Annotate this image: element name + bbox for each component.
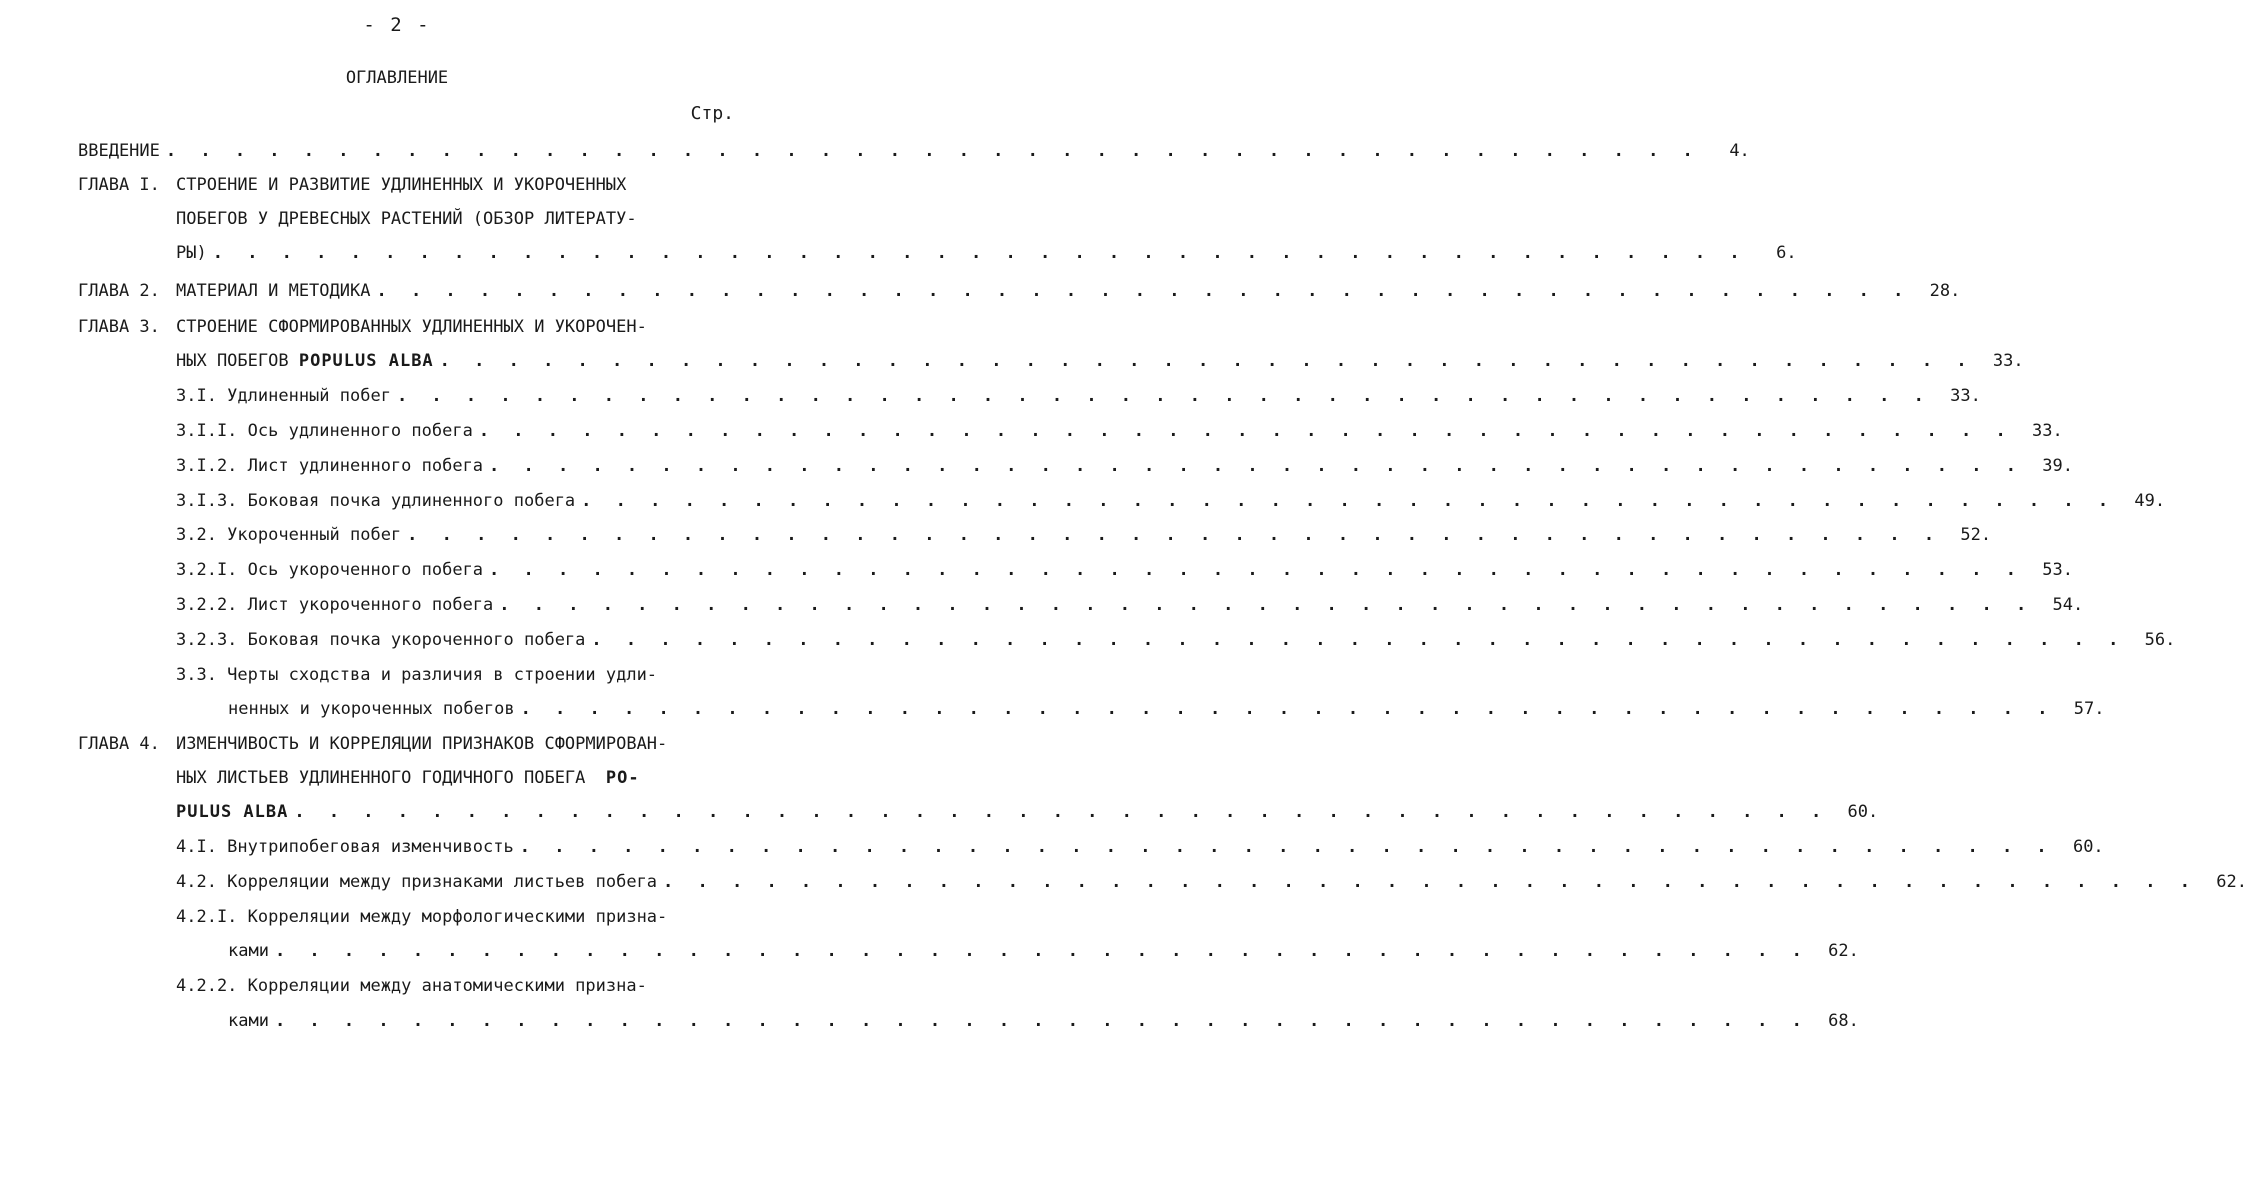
toc-entry-text: 3.I.3. Боковая почка удлиненного побега — [176, 491, 576, 511]
toc-entry-text: 4.2.I. Корреляции между морфологическими призна- — [176, 907, 668, 927]
toc-entry-text: 3.I. Удлиненный побег — [176, 386, 391, 406]
leader-dots: . . . . . . . . . . . . . . . . . . . . . . . . . . . . . . . . . . . . . . . . . . . . . — [439, 351, 1974, 371]
leader-dots: . . . . . . . . . . . . . . . . . . . . . . . . . . . . . . . . . . . . . . . . . . . . . — [489, 560, 2023, 580]
toc-entry — [176, 592, 2084, 618]
leader-dots: . . . . . . . . . . . . . . . . . . . . . . . . . . . . . . . . . . . . . . . . . . . . . — [274, 941, 1809, 961]
toc-entry-text: 3.3. Черты сходства и различия в строении удли- — [176, 665, 658, 685]
toc-entry-page: 33. — [2032, 421, 2063, 441]
latin-name: POPULUS ALBA — [298, 351, 434, 371]
toc-entry-text: 4.2.2. Корреляции между анатомическими призна- — [176, 976, 647, 996]
toc-entry — [176, 240, 1797, 266]
toc-entry-text: ненных и укороченных побегов — [228, 699, 515, 719]
toc-entry-text: НЫХ ПОБЕГОВ — [176, 351, 289, 371]
leader-dots: . . . . . . . . . . . . . . . . . . . . . . . . . . . . . . . . . . . . . . . . . . . . . — [212, 243, 1747, 263]
toc-entry-page: 33. — [1992, 351, 2024, 371]
leader-dots: . . . . . . . . . . . . . . . . . . . . . . . . . . . . . . . . . . . . . . . . . . . . . — [396, 386, 1931, 406]
toc-chapter-1-label: ГЛАВА I. — [78, 175, 160, 195]
toc-title: ОГЛАВЛЕНИЕ — [345, 68, 449, 88]
toc-entry — [228, 696, 2105, 722]
toc-entry-text: НЫХ ЛИСТЬЕВ УДЛИНЕННОГО ГОДИЧНОГО ПОБЕГА — [176, 768, 586, 788]
leader-dots: . . . . . . . . . . . . . . . . . . . . . . . . . . . . . . . . . . . . . . . . . . . . . — [591, 630, 2126, 650]
leader-dots: . . . . . . . . . . . . . . . . . . . . . . . . . . . . . . . . . . . . . . . . . . . . . — [519, 837, 2054, 857]
toc-entry-text: 3.2.3. Боковая почка укороченного побега — [176, 630, 586, 650]
toc-entry-page: 54. — [2052, 595, 2084, 615]
leader-dots: . . . . . . . . . . . . . . . . . . . . . . . . . . . . . . . . . . . . . . . . . . . . . — [499, 595, 2034, 615]
toc-entry-text: ИЗМЕНЧИВОСТЬ И КОРРЕЛЯЦИИ ПРИЗНАКОВ СФОРМИРОВАН- — [176, 734, 668, 754]
leader-dots: . . . . . . . . . . . . . . . . . . . . . . . . . . . . . . . . . . . . . . . . . . . . . — [581, 491, 2116, 511]
leader-dots: . . . . . . . . . . . . . . . . . . . . . . . . . . . . . . . . . . . . . . . . . . . . . — [478, 421, 2013, 441]
toc-chapter-2-label: ГЛАВА 2. — [78, 281, 160, 301]
toc-entry-text: ками — [228, 1011, 269, 1031]
toc-entry — [176, 522, 1992, 548]
toc-entry-text: ПОБЕГОВ У ДРЕВЕСНЫХ РАСТЕНИЙ (ОБЗОР ЛИТЕРАТУ- — [176, 209, 637, 229]
toc-entry-page: 53. — [2042, 560, 2073, 580]
toc-entry-page: 49. — [2134, 491, 2166, 511]
toc-entry — [176, 799, 1879, 825]
toc-entry-text: 3.2.2. Лист укороченного побега — [176, 595, 494, 615]
toc-entry-page: 33. — [1950, 386, 1981, 406]
toc-entry-text: РЫ) — [176, 243, 207, 263]
toc-entry — [228, 938, 1859, 964]
toc-entry-page: 52. — [1960, 525, 1992, 545]
toc-entry-text: 4.2. Корреляции между признаками листьев побега — [176, 872, 658, 892]
toc-entry-introduction — [78, 138, 1750, 164]
leader-dots: . . . . . . . . . . . . . . . . . . . . . . . . . . . . . . . . . . . . . . . . . . . . . — [165, 141, 1700, 161]
latin-name: PULUS ALBA — [176, 802, 289, 822]
toc-entry — [176, 488, 2166, 514]
leader-dots: . . . . . . . . . . . . . . . . . . . . . . . . . . . . . . . . . . . . . . . . . . . . . — [274, 1011, 1809, 1031]
toc-entry-page: 60. — [1847, 802, 1879, 822]
toc-entry-text: МАТЕРИАЛ И МЕТОДИКА — [176, 281, 371, 301]
toc-entry-page: 60. — [2072, 837, 2104, 857]
toc-entry-page: 56. — [2144, 630, 2176, 650]
toc-chapter-4-label: ГЛАВА 4. — [78, 734, 160, 754]
toc-entry-text: ВВЕДЕНИЕ — [78, 141, 160, 161]
toc-entry-page: 62. — [2216, 872, 2247, 892]
toc-entry-text: СТРОЕНИЕ СФОРМИРОВАННЫХ УДЛИНЕННЫХ И УКОРОЧЕН- — [176, 317, 647, 337]
toc-entry-page: 68. — [1828, 1011, 1859, 1031]
latin-name: PO- — [605, 768, 640, 788]
toc-entry-page: 4. — [1729, 141, 1750, 161]
leader-dots: . . . . . . . . . . . . . . . . . . . . . . . . . . . . . . . . . . . . . . . . . . . . . — [294, 802, 1829, 822]
toc-entry-text: 3.I.2. Лист удлиненного побега — [176, 456, 484, 476]
toc-entry-text: 4.I. Внутрипобеговая изменчивость — [176, 837, 514, 857]
toc-entry-text: ками — [228, 941, 269, 961]
toc-entry-page: 62. — [1828, 941, 1859, 961]
toc-entry-text: 3.2. Укороченный побег — [176, 525, 402, 545]
toc-entry-text: 3.2.I. Ось укороченного побега — [176, 560, 484, 580]
leader-dots: . . . . . . . . . . . . . . . . . . . . . . . . . . . . . . . . . . . . . . . . . . . . . — [489, 456, 2023, 476]
toc-entry — [176, 418, 2063, 444]
leader-dots: . . . . . . . . . . . . . . . . . . . . . . . . . . . . . . . . . . . . . . . . . . . . . — [407, 525, 1942, 545]
toc-entry-page: 57. — [2073, 699, 2105, 719]
toc-entry-text: 3.I.I. Ось удлиненного побега — [176, 421, 473, 441]
toc-entry — [176, 348, 2024, 374]
toc-chapter-3-label: ГЛАВА 3. — [78, 317, 160, 337]
toc-entry — [176, 383, 1981, 409]
page-column-header: Стр. — [690, 103, 734, 124]
toc-entry-text: СТРОЕНИЕ И РАЗВИТИЕ УДЛИНЕННЫХ И УКОРОЧЕННЫХ — [176, 175, 627, 195]
leader-dots: . . . . . . . . . . . . . . . . . . . . . . . . . . . . . . . . . . . . . . . . . . . . . — [376, 281, 1911, 301]
toc-entry — [176, 834, 2104, 860]
toc-entry-page: 6. — [1776, 243, 1797, 263]
toc-entry-page: 39. — [2042, 456, 2073, 476]
toc-entry — [228, 1008, 1859, 1034]
toc-entry — [176, 278, 1961, 304]
toc-entry — [176, 627, 2176, 653]
toc-entry — [176, 453, 2073, 479]
toc-entry — [176, 869, 2247, 895]
leader-dots: . . . . . . . . . . . . . . . . . . . . . . . . . . . . . . . . . . . . . . . . . . . . . — [663, 872, 2197, 892]
page-number: - 2 - — [363, 14, 431, 36]
toc-entry-page: 28. — [1929, 281, 1961, 301]
toc-entry — [176, 557, 2073, 583]
leader-dots: . . . . . . . . . . . . . . . . . . . . . . . . . . . . . . . . . . . . . . . . . . . . . — [520, 699, 2055, 719]
toc-entry — [176, 765, 640, 791]
